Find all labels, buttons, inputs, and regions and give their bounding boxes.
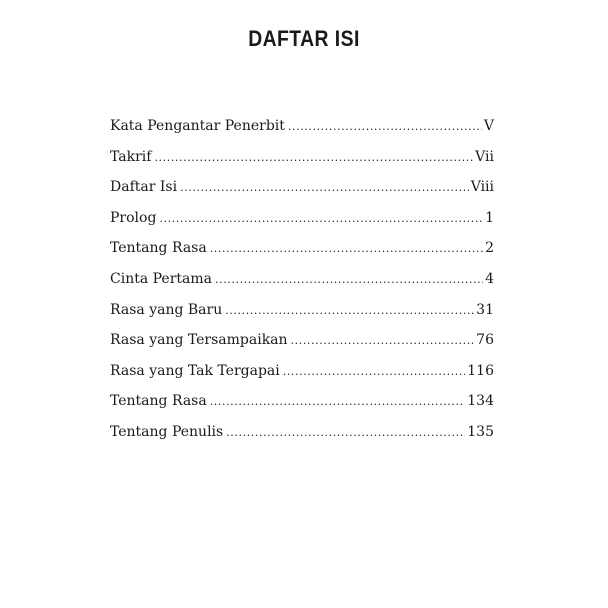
- toc-entry-label: Rasa yang Tersampaikan: [110, 332, 288, 349]
- toc-entry-page: V: [483, 118, 494, 134]
- dot-leader: [159, 207, 483, 231]
- toc-entry-label: Tentang Rasa: [110, 393, 207, 410]
- toc-entry-page: Viii: [470, 179, 494, 196]
- toc-entry: [110, 328, 494, 359]
- dot-leader: [215, 268, 483, 292]
- dot-leader: [225, 299, 474, 323]
- dot-leader: [210, 390, 466, 414]
- dot-leader: [283, 360, 466, 384]
- toc-entry: [110, 206, 494, 237]
- dot-leader: [154, 146, 473, 170]
- toc-entry: [110, 145, 494, 176]
- toc-entry-page: 116: [467, 362, 494, 379]
- toc-entry-label: Takrif: [110, 148, 152, 165]
- toc-entry-page: 135: [467, 423, 494, 440]
- table-of-contents: [110, 114, 494, 451]
- toc-entry: [110, 236, 494, 267]
- toc-entry-label: Tentang Rasa: [110, 240, 207, 257]
- dot-leader: [180, 176, 469, 200]
- toc-entry-label: Tentang Penulis: [110, 423, 224, 440]
- dot-leader: [288, 115, 482, 139]
- toc-entry: [110, 359, 494, 390]
- toc-entry-label: Rasa yang Baru: [110, 301, 223, 318]
- toc-entry: [110, 175, 494, 206]
- toc-entry-page: 4: [485, 270, 494, 287]
- page-title: DAFTAR ISI: [248, 25, 360, 51]
- toc-entry-label: Cinta Pertama: [110, 270, 212, 287]
- toc-entry-label: Kata Pengantar Penerbit: [110, 118, 285, 134]
- toc-entry-page: 31: [476, 301, 494, 318]
- toc-entry: [110, 267, 494, 298]
- toc-entry-page: 2: [485, 240, 494, 257]
- toc-entry: [110, 298, 494, 329]
- toc-entry: [110, 420, 494, 451]
- dot-leader: [291, 329, 475, 353]
- toc-entry-label: Rasa yang Tak Tergapai: [110, 362, 280, 379]
- toc-entry: [110, 114, 494, 145]
- toc-entry-page: 1: [485, 209, 494, 226]
- toc-entry-label: Daftar Isi: [110, 179, 178, 196]
- dot-leader: [226, 421, 465, 445]
- toc-entry: [110, 389, 494, 420]
- toc-entry-page: 134: [467, 393, 494, 410]
- toc-entry-page: Vii: [475, 148, 494, 165]
- toc-entry-page: 76: [476, 332, 494, 349]
- toc-entry-label: Prolog: [110, 209, 157, 226]
- dot-leader: [210, 237, 483, 261]
